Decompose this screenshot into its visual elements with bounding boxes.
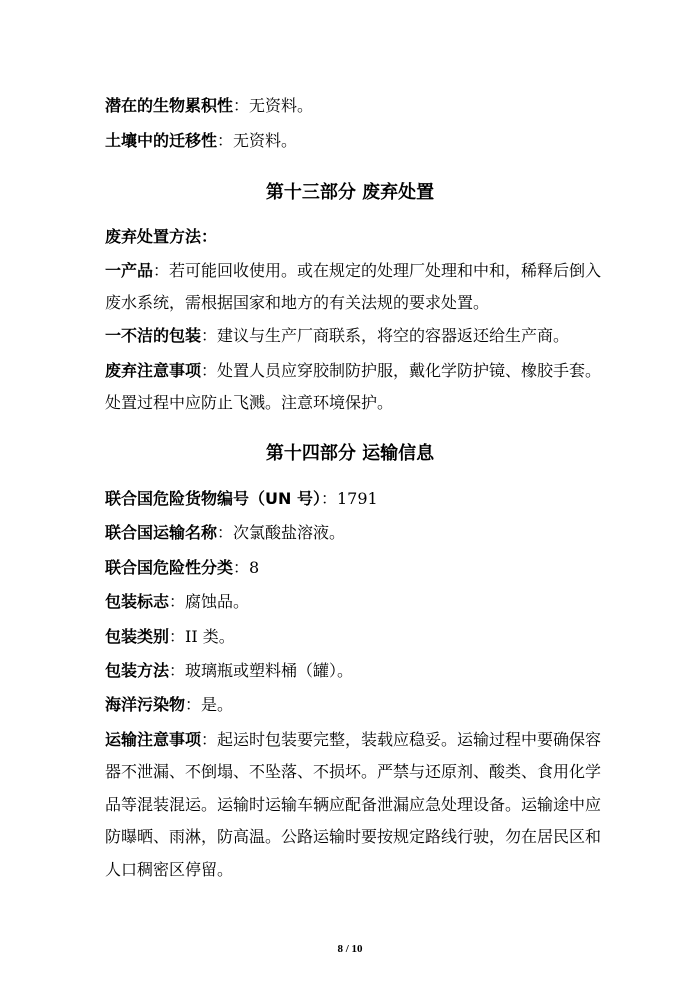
marine-pollutant-label: 海洋污染物 xyxy=(105,695,186,714)
un-name-label: 联合国运输名称 xyxy=(105,523,218,542)
un-number-label: 联合国危险货物编号（UN 号） xyxy=(105,489,321,508)
section13-title: 第十三部分 废弃处置 xyxy=(265,182,435,203)
soil-mobility-line xyxy=(105,131,625,151)
package-mark-line xyxy=(105,592,625,612)
soil-mobility-label: 土壤中的迁移性 xyxy=(105,131,218,150)
transport-notes-text-3: 品等混装混运。运输时运输车辆应配备泄漏应急处理设备。运输途中应 xyxy=(105,795,602,814)
un-class-line xyxy=(105,558,625,578)
package-category-line xyxy=(105,627,625,647)
product-line xyxy=(105,261,625,281)
transport-notes-label: 运输注意事项 xyxy=(105,730,202,749)
bioaccumulation-line xyxy=(105,96,625,116)
product-text-2: 废水系统，需根据国家和地方的有关法规的要求处置。 xyxy=(105,293,490,312)
bioaccumulation-label: 潜在的生物累积性 xyxy=(105,96,234,115)
bioaccumulation-value: ：无资料。 xyxy=(233,96,314,115)
transport-notes-text-1: ：起运时包装要完整，装载应稳妥。运输过程中要确保容 xyxy=(201,730,602,749)
package-text: ：建议与生产厂商联系，将空的容器返还给生产商。 xyxy=(201,326,570,345)
disposal-notes-line xyxy=(105,361,625,381)
package-line xyxy=(105,326,625,346)
un-name-value: ：次氯酸盐溶液。 xyxy=(217,523,346,542)
package-category-label: 包装类别 xyxy=(105,627,170,646)
package-method-value: ：玻璃瓶或塑料桶（罐）。 xyxy=(169,661,354,680)
disposal-method-heading: 废弃处置方法： xyxy=(105,227,218,246)
transport-notes-text-4: 防曝晒、雨淋，防高温。公路运输时要按规定路线行驶，勿在居民区和 xyxy=(105,827,602,846)
product-label: 一产品 xyxy=(105,261,154,280)
package-category-value: ：II 类。 xyxy=(169,627,235,646)
package-method-label: 包装方法 xyxy=(105,661,170,680)
un-number-value: ：1791 xyxy=(320,489,378,508)
marine-pollutant-value: ：是。 xyxy=(185,695,234,714)
soil-mobility-value: ：无资料。 xyxy=(217,131,298,150)
disposal-notes-text-1: ：处置人员应穿胶制防护服，戴化学防护镜、橡胶手套。 xyxy=(201,361,602,380)
package-label: 一不洁的包装 xyxy=(105,326,202,345)
un-name-line xyxy=(105,523,625,543)
product-text-1: ：若可能回收使用。或在规定的处理厂处理和中和，稀释后倒入 xyxy=(153,261,602,280)
package-method-line xyxy=(105,661,625,681)
section14-title: 第十四部分 运输信息 xyxy=(265,443,435,464)
transport-notes-text-2: 器不泄漏、不倒塌、不坠落、不损坏。严禁与还原剂、酸类、食用化学 xyxy=(105,762,602,781)
transport-notes-text-5: 人口稠密区停留。 xyxy=(105,860,234,879)
page-number: 8 / 10 xyxy=(337,943,363,955)
marine-pollutant-line xyxy=(105,695,625,715)
disposal-notes-text-2: 处置过程中应防止飞溅。注意环境保护。 xyxy=(105,393,394,412)
transport-notes-line xyxy=(105,730,625,750)
un-number-line xyxy=(105,489,625,509)
un-class-label: 联合国危险性分类 xyxy=(105,558,234,577)
package-mark-label: 包装标志 xyxy=(105,592,170,611)
disposal-notes-label: 废弃注意事项 xyxy=(105,361,202,380)
un-class-value: ：8 xyxy=(233,558,260,577)
package-mark-value: ：腐蚀品。 xyxy=(169,592,250,611)
